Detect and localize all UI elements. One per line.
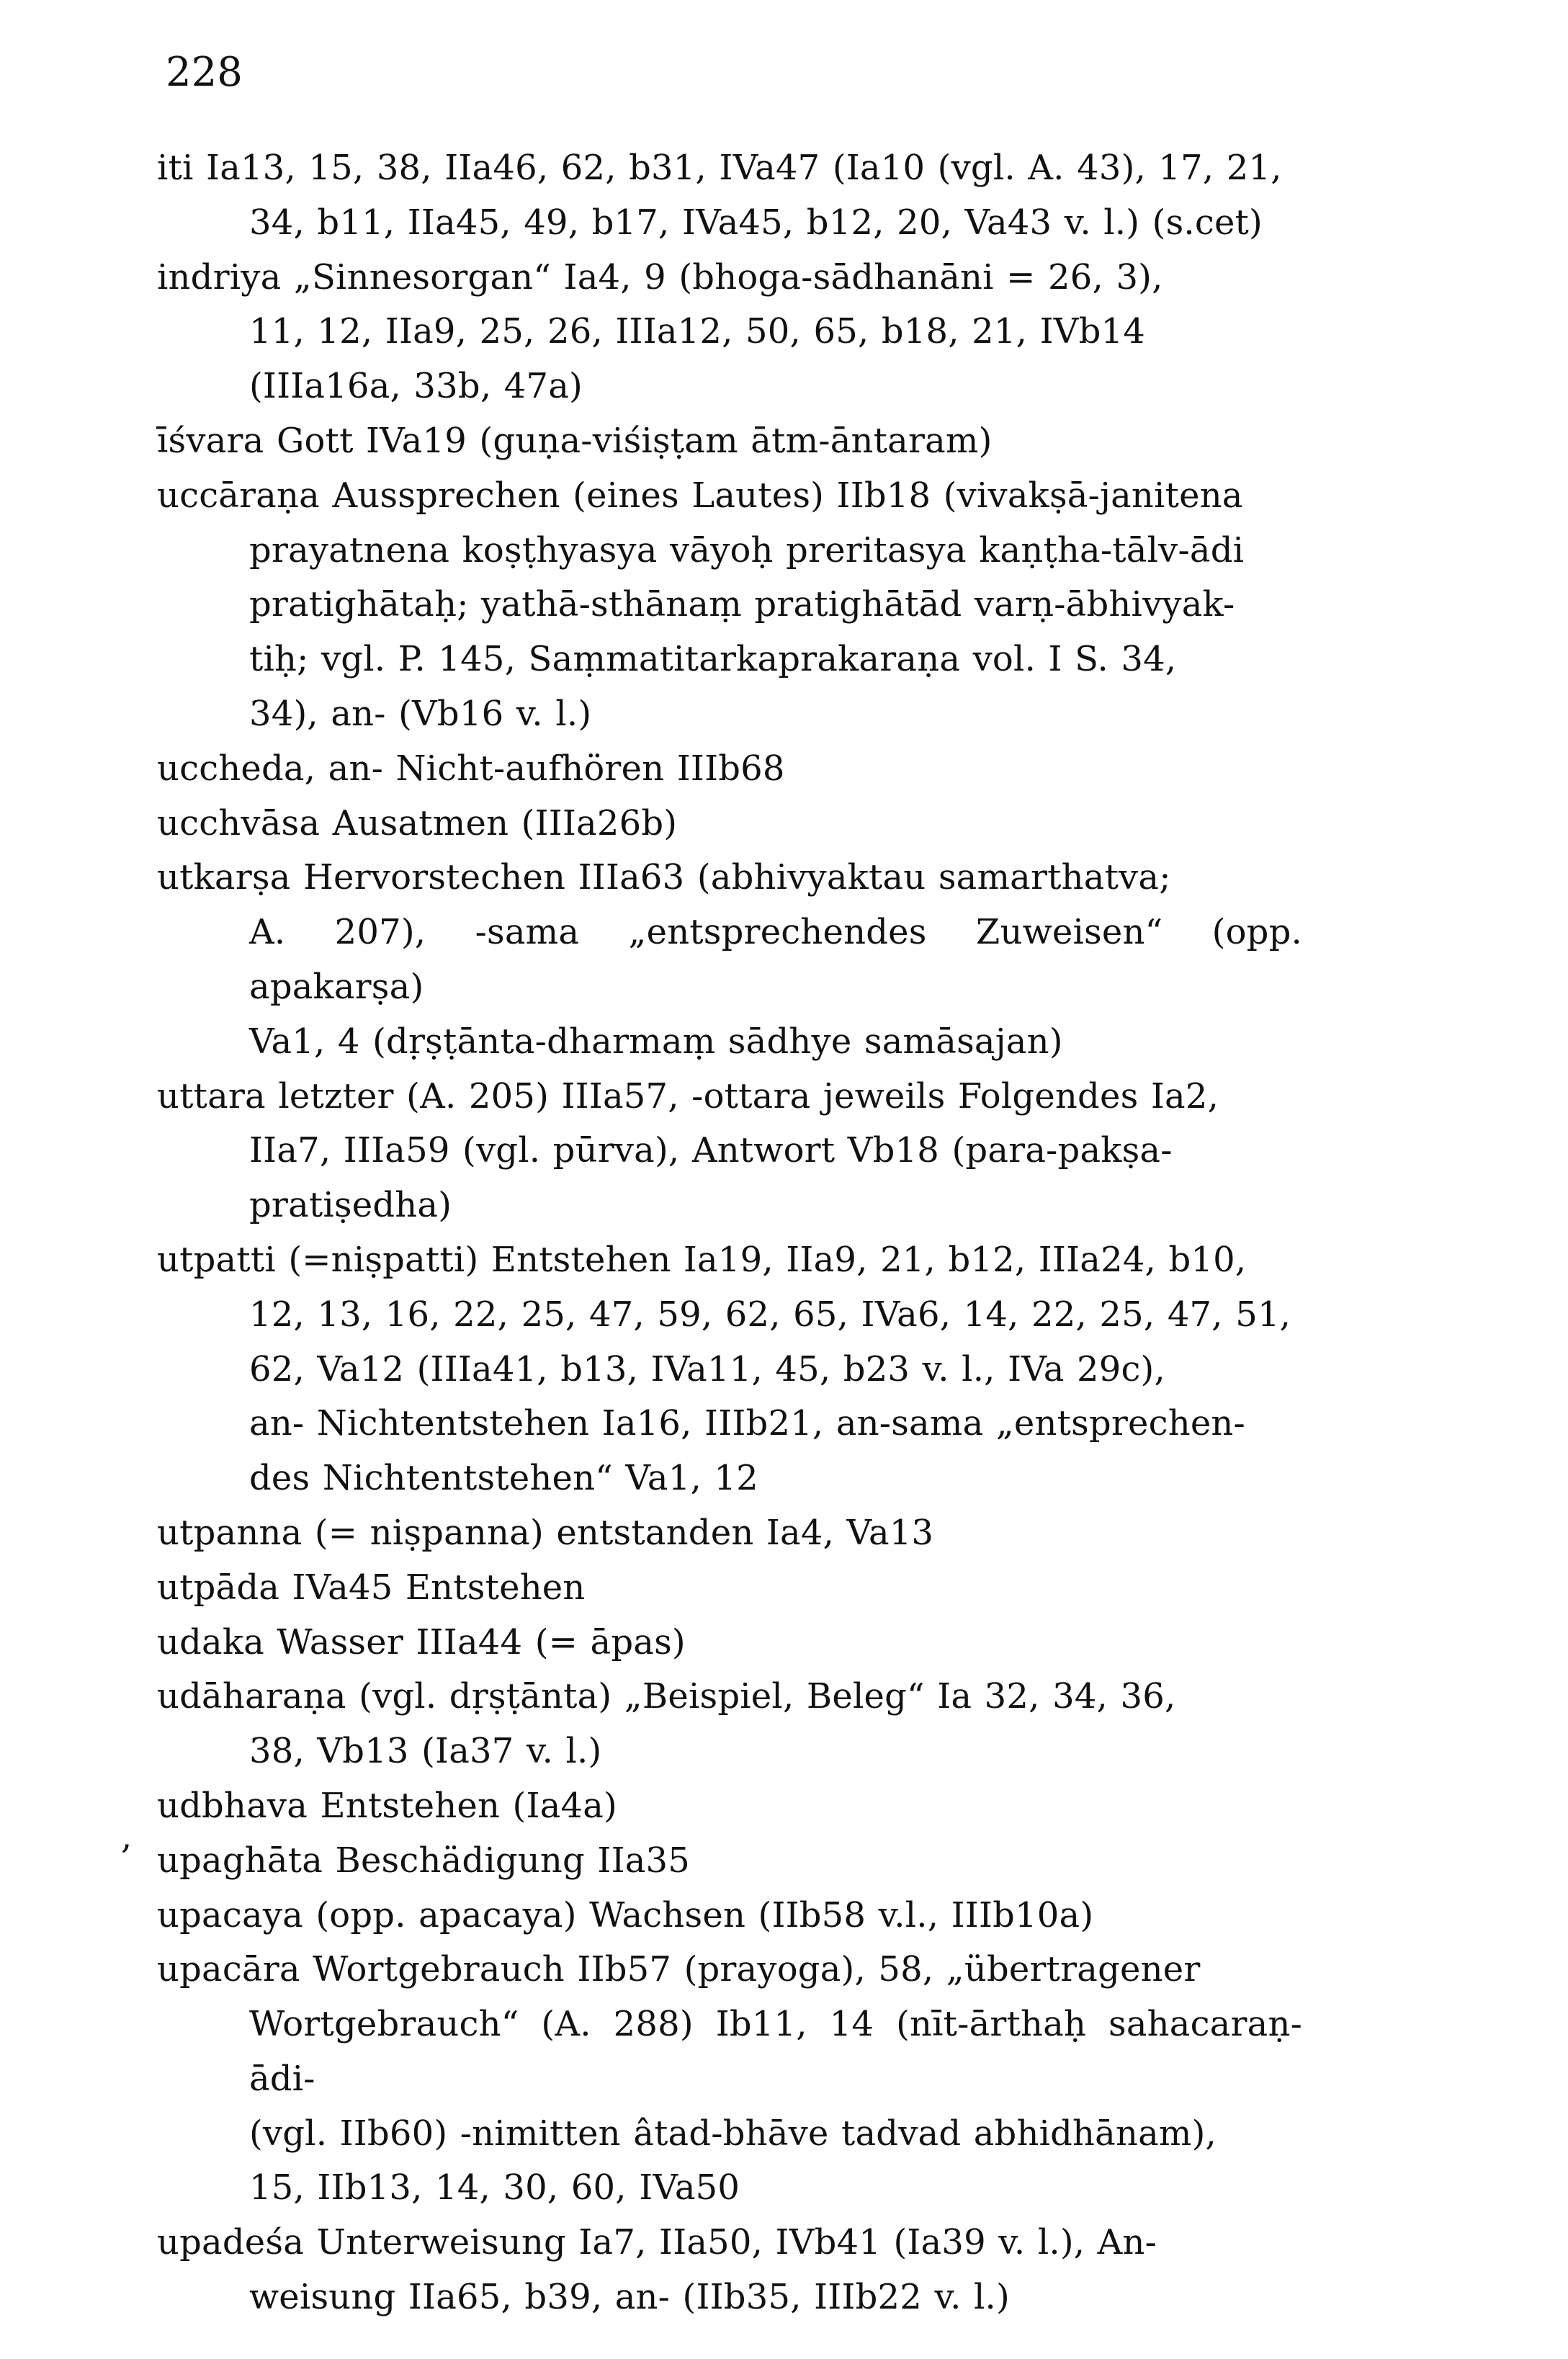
index-entry-ucchvasa: ucchvāsa Ausatmen (IIIa26b): [157, 802, 678, 843]
index-entry-utpada: utpāda IVa45 Entstehen: [157, 1567, 586, 1608]
index-entry-utpanna: utpanna (= niṣpanna) entstanden Ia4, Va13: [157, 1512, 934, 1553]
index-entry-upacara: upacāra Wortgebrauch IIb57 (prayoga), 58, „übertragener Wortgebrauch“ (A. 288) Ib11, 14 (nīt-ārthaḥ sahacaraṇ-ādi- (vgl. IIb60) -nimitten âtad-bhāve tadvad abhidhānam), 15, IIb13, 14, 30, 60, IVa50: [157, 1949, 1302, 2208]
index-entry-iti: iti Ia13, 15, 38, IIa46, 62, b31, IVa47 (Ia10 (vgl. A. 43), 17, 21, 34, b11, IIa45, 49, b17, IVa45, b12, 20, Va43 v. l.) (s.cet): [157, 148, 1282, 243]
index-entry-utpatti: utpatti (=niṣpatti) Entstehen Ia19, IIa9, 21, b12, IIIa24, b10, 12, 13, 16, 22, 25, 47, 59, 62, 65, IVa6, 14, 22, 25, 47, 51, 62, Va12 (IIIa41, b13, IVa11, 45, b23 v. l., IVa 29c), an- Nichtentstehen Ia16, IIIb21, an-sama „entsprechen- des Nichtentstehen“ Va1, 12: [157, 1239, 1291, 1499]
index-entry-upadesa: upadeśa Unterweisung Ia7, IIa50, IVb41 (Ia39 v. l.), An- weisung IIa65, b39, an- (IIb35, IIIb22 v. l.): [157, 2222, 1157, 2318]
stray-comma-mark: ,: [121, 1817, 133, 1857]
page-number: 228: [166, 49, 243, 96]
index-entry-upaghata: upaghāta Beschädigung IIa35: [157, 1840, 691, 1881]
index-entry-uccarana: uccāraṇa Aussprechen (eines Lautes) IIb18 (vivakṣā-janitena prayatnena koṣṭhyasya vāyoḥ preritasya kaṇṭha-tālv-ādi pratighātaḥ; yathā-sthānaṃ pratighātād varṇ-ābhivyak- tiḥ; vgl. P. 145, Saṃmatitarkaprakaraṇa vol. I S. 34, 34), an- (Vb16 v. l.): [157, 475, 1245, 734]
index-entry-uccheda: uccheda, an- Nicht-aufhören IIIb68: [157, 748, 785, 789]
index-entry-upacaya: upacaya (opp. apacaya) Wachsen (IIb58 v.l., IIIb10a): [157, 1894, 1094, 1935]
index-entry-udaka: udaka Wasser IIIa44 (= āpas): [157, 1621, 686, 1662]
index-entry-uttara: uttara letzter (A. 205) IIIa57, -ottara jeweils Folgendes Ia2, IIa7, IIIa59 (vgl. pūrva), Antwort Vb18 (para-pakṣa- pratiṣedha): [157, 1075, 1219, 1226]
index-entry-list: [157, 141, 1302, 2325]
index-entry-utkarsa: utkarṣa Hervorstechen IIIa63 (abhivyaktau samarthatva; A. 207), -sama „entsprechendes Zuweisen“ (opp. apakarṣa) Va1, 4 (dṛṣṭānta-dharmaṃ sādhye samāsajan): [157, 857, 1302, 1062]
index-entry-indriya: indriya „Sinnesorgan“ Ia4, 9 (bhoga-sādhanāni = 26, 3), 11, 12, IIa9, 25, 26, IIIa12, 50, 65, b18, 21, IVb14 (IIIa16a, 33b, 47a): [157, 256, 1163, 407]
index-entry-isvara: īśvara Gott IVa19 (guṇa-viśiṣṭam ātm-āntaram): [157, 420, 993, 461]
index-entry-udaharana: udāharaṇa (vgl. dṛṣṭānta) „Beispiel, Beleg“ Ia 32, 34, 36, 38, Vb13 (Ia37 v. l.): [157, 1676, 1176, 1772]
index-entry-udbhava: udbhava Entstehen (Ia4a): [157, 1785, 617, 1826]
